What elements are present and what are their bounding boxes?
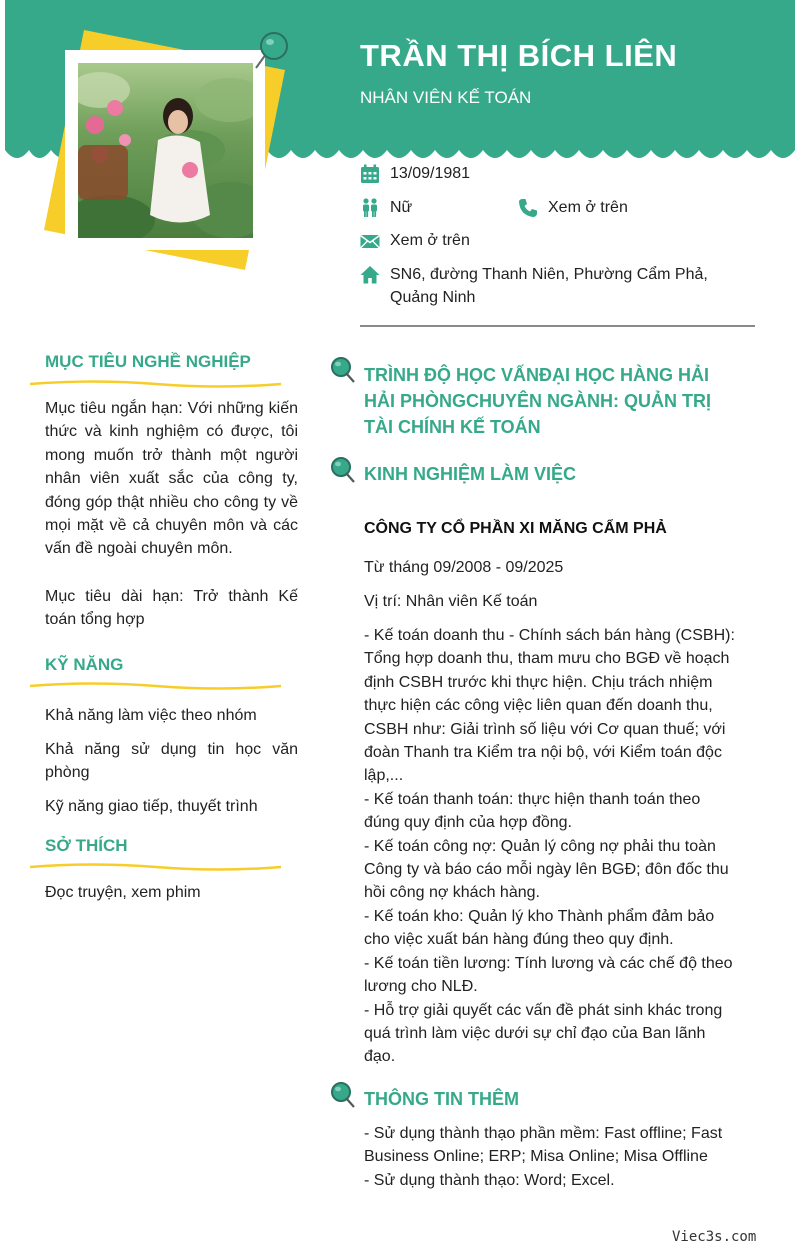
extra-info-list xyxy=(364,1122,739,1192)
education-title: TRÌNH ĐỘ HỌC VẤNĐẠI HỌC HÀNG HẢI HẢI PHÒNGCHUYÊN NGÀNH: QUẢN TRỊ TÀI CHÍNH KẾ TOÁN xyxy=(364,365,712,437)
duty-item: - Kế toán kho: Quản lý kho Thành phẩm đảm bảo cho việc xuất bán hàng đúng theo quy định. xyxy=(364,907,715,949)
people-icon xyxy=(360,198,380,218)
candidate-name: TRẦN THỊ BÍCH LIÊN xyxy=(360,38,678,73)
extra-info-title: THÔNG TIN THÊM xyxy=(364,1089,519,1109)
experience-period: Từ tháng 09/2008 - 09/2025 xyxy=(364,559,564,576)
gender-value: Nữ xyxy=(390,199,413,216)
phone-icon xyxy=(518,198,538,218)
duty-item: - Kế toán doanh thu - Chính sách bán hàng (CSBH): Tổng hợp doanh thu, tham mưu cho BGĐ về hoạch định CSBH trước khi thực hiện. Chịu trách nhiệm thực hiện các công việc liên quan đến doanh thu, CSBH như: Giải trình số liệu với Cơ quan thuế; với đoàn Thanh tra Kiểm tra nội bộ, với Kiểm toán độc lập,... xyxy=(364,627,735,785)
address-value: SN6, đường Thanh Niên, Phường Cẩm Phả, Quảng Ninh xyxy=(390,266,708,306)
job-title: NHÂN VIÊN KẾ TOÁN xyxy=(360,88,532,107)
birthday-value: 13/09/1981 xyxy=(390,165,471,182)
experience-title: KINH NGHIỆM LÀM VIỆC xyxy=(364,464,577,484)
objective-short-term: Mục tiêu ngắn hạn: Với những kiến thức và kinh nghiệm có được, tôi mong muốn trở thành một người nhân viên xuất sắc của công ty, đóng góp thật nhiều cho công ty về mọi mặt về cả chuyên môn và các vấn đề ngoài chuyên môn. xyxy=(45,400,298,558)
pushpin-icon xyxy=(330,356,356,384)
objective-long-term: Mục tiêu dài hạn: Trở thành Kế toán tổng hợp xyxy=(45,588,298,629)
gender-row xyxy=(360,196,510,219)
objective-title: MỤC TIÊU NGHỀ NGHIỆP xyxy=(45,352,251,371)
footer-brand[interactable]: Viec3s.com xyxy=(672,1229,757,1245)
email-value: Xem ở trên xyxy=(390,232,470,249)
phone-value: Xem ở trên xyxy=(548,199,628,216)
pushpin-icon xyxy=(330,1081,356,1109)
experience-duties xyxy=(364,624,739,1069)
home-icon xyxy=(360,265,380,285)
extra-info-item: - Sử dụng thành thạo: Word; Excel. xyxy=(364,1171,615,1189)
pushpin-icon xyxy=(330,456,356,484)
skill-item: Khả năng sử dụng tin học văn phòng xyxy=(45,741,298,782)
duty-item: - Kế toán công nợ: Quản lý công nợ phải thu toàn Công ty và báo cáo mỗi ngày lên BGĐ; đôn đốc thu hồi công nợ khách hàng. xyxy=(364,837,729,902)
extra-info-item: - Sử dụng thành thạo phần mềm: Fast offline; Fast Business Online; ERP; Misa Online; Misa Offline xyxy=(364,1125,723,1166)
duty-item: - Kế toán thanh toán: thực hiện thanh toán theo đúng quy định của hợp đồng. xyxy=(364,790,701,832)
birthday-row xyxy=(360,162,660,185)
calendar-icon xyxy=(360,164,380,184)
hobbies-text: Đọc truyện, xem phim xyxy=(45,884,201,901)
duty-item: - Kế toán tiền lương: Tính lương và các chế độ theo lương cho NLĐ. xyxy=(364,954,733,996)
skill-item: Khả năng làm việc theo nhóm xyxy=(45,707,257,724)
mail-icon xyxy=(360,231,380,251)
profile-photo xyxy=(40,30,290,270)
experience-position: Vị trí: Nhân viên Kế toán xyxy=(364,593,538,610)
hobbies-wave-divider xyxy=(28,861,283,873)
hobbies-title: SỞ THÍCH xyxy=(45,836,128,855)
objective-wave-divider xyxy=(28,378,283,390)
skill-item: Kỹ năng giao tiếp, thuyết trình xyxy=(45,798,258,815)
address-row xyxy=(360,263,745,309)
phone-row xyxy=(518,196,718,219)
email-row xyxy=(360,229,660,252)
skills-wave-divider xyxy=(28,680,283,692)
company-name: CÔNG TY CỔ PHẦN XI MĂNG CẨM PHẢ xyxy=(364,520,667,537)
skills-title: KỸ NĂNG xyxy=(45,655,124,674)
header-divider xyxy=(360,325,755,327)
duty-item: - Hỗ trợ giải quyết các vấn đề phát sinh khác trong quá trình làm việc dưới sự chỉ đạo của Ban lãnh đạo. xyxy=(364,1001,723,1066)
